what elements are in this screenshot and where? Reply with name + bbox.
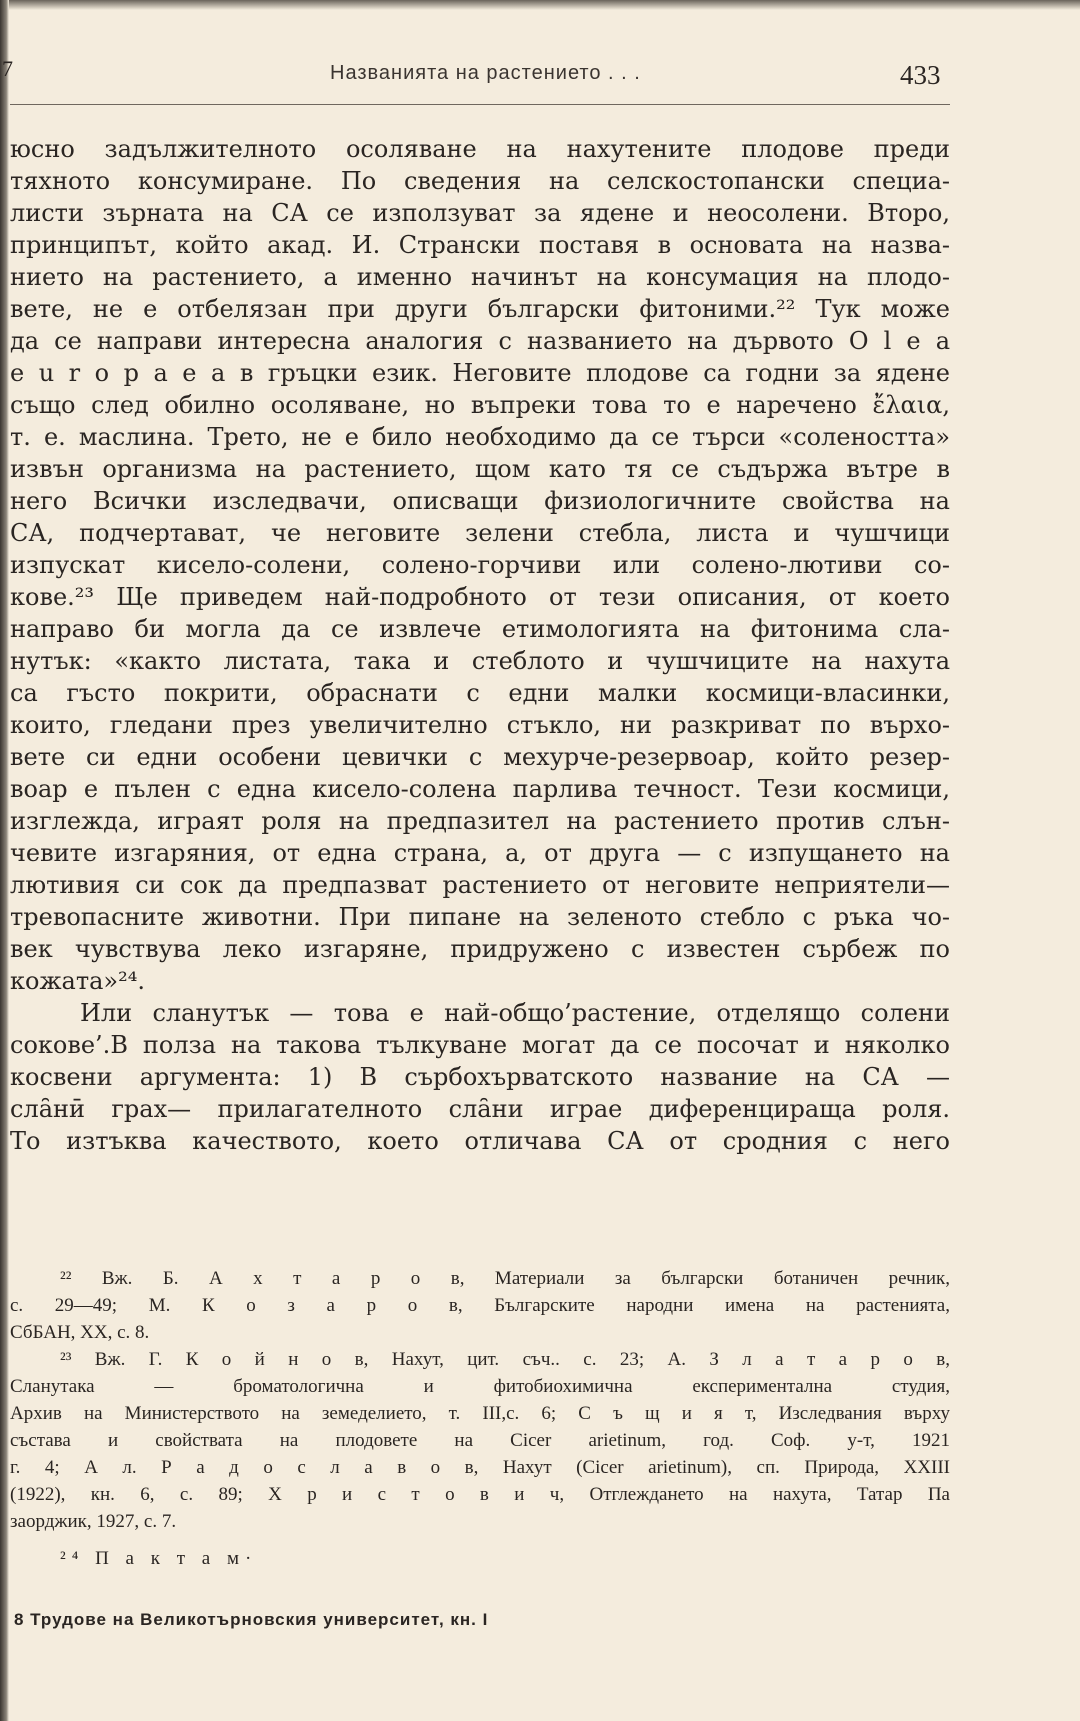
body-line: също след обилно осоляване, но въпреки това то е наречено ἔλαια, <box>10 391 950 419</box>
footnote-line: (1922), кн. 6, с. 89; Х р и с т о в и ч, Отглеждането на нахута, Татар Па <box>10 1484 950 1505</box>
body-line: него Всички изследвачи, описващи физиологичните свойства на <box>10 487 950 515</box>
body-line: чевите изгаряния, от една страна, а, от друга — с изпущането на <box>10 839 950 867</box>
body-line: кове.²³ Ще приведем най-подробното от тези описания, от което <box>10 583 950 611</box>
body-line: косвени аргумента: 1) В сърбохърватското название на СА — <box>10 1063 950 1091</box>
body-line: вете си едни особени цевички с мехурче-резервоар, който резер- <box>10 743 950 771</box>
body-text <box>10 133 950 1157</box>
body-line: воар е пълен с една кисело-солена парлива течност. Тези космици, <box>10 775 950 803</box>
signature-line: 8 Трудове на Великотърновския университет, кн. I <box>14 1610 489 1629</box>
footnote-line: г. 4; А л. Р а д о с л а в о в, Нахут (Cicer arietinum), сп. Природа, XXIII <box>10 1457 950 1478</box>
footnote-line: с. 29—49; М. К о з а р о в, Българските народни имена на растенията, <box>10 1295 950 1316</box>
body-line: тревопасните животни. При пипане на зеленото стебло с ръка чо- <box>10 903 950 931</box>
footnote-line: заорджик, 1927, с. 7. <box>10 1511 177 1532</box>
body-line: юсно задължителното осоляване на нахутените плодове преди <box>10 135 950 163</box>
body-line: листи зърната на СА се използуват за ядене и неосолени. Второ, <box>10 199 950 227</box>
body-line: са гъсто покрити, обраснати с едни малки космици-власинки, <box>10 679 950 707</box>
corner-mark: 7 <box>2 56 13 81</box>
body-line: направо би могла да се извлече етимологията на фитонима сла- <box>10 615 950 643</box>
body-line: век чувствува леко изгаряне, придружено с известен сърбеж по <box>10 935 950 963</box>
body-line: сокове’.В полза на такова тълкуване могат да се посочат и няколко <box>10 1031 950 1059</box>
footnote-line: Сланутака — броматологична и фитобиохимична експериментална студия, <box>10 1376 950 1397</box>
body-line: вете, не е отбелязан при други български фитоними.²² Тук може <box>10 295 950 323</box>
header-rule <box>10 104 950 105</box>
body-line: принципът, който акад. И. Странски поставя в основата на назва- <box>10 231 950 259</box>
body-line: извън организма на растението, щом като тя се съдържа вътре в <box>10 455 950 483</box>
body-line: т. е. маслина. Трето, не е било необходимо да се търси «солеността» <box>10 423 950 451</box>
body-line: Или сланутък — това е най-общо’растение, отделящо солени <box>80 999 950 1027</box>
body-line: които, гледани през увеличително стъкло, ни разкриват по върхо- <box>10 711 950 739</box>
page-top-edge <box>0 0 1080 10</box>
body-line: нутък: «както листата, така и стеблото и чушчиците на нахута <box>10 647 950 675</box>
body-line: кожата»²⁴. <box>10 967 145 995</box>
footnote-gap <box>10 1535 950 1545</box>
body-line: То изтъква качеството, което отличава СА от сродния с него <box>10 1127 950 1155</box>
footnote-line: ²⁴ П а к т а м· <box>60 1548 258 1569</box>
body-line: да се направи интересна аналогия с названието на дървото О l е а <box>10 327 950 355</box>
footnotes <box>10 1265 950 1572</box>
body-line: изглежда, играят роля на предпазител на растението против слън- <box>10 807 950 835</box>
body-line: нието на растението, а именно начинът на консумация на плодо- <box>10 263 950 291</box>
body-line: слȃнӣ грах— прилагателното слȃни играе диференцираща роля. <box>10 1095 950 1123</box>
body-line: лютивия си сок да предпазват растението от неговите неприятели— <box>10 871 950 899</box>
body-line: е u r о р а е а в гръцки език. Неговите плодове са годни за ядене <box>10 359 950 387</box>
page-number: 433 <box>900 60 941 90</box>
footnote-line: СбБАН, XX, с. 8. <box>10 1322 150 1343</box>
body-line: изпускат кисело-солени, солено-горчиви или солено-лютиви со- <box>10 551 950 579</box>
footnote-line: ²³ Вж. Г. К о й н о в, Нахут, цит. съч.. с. 23; А. З л а т а р о в, <box>60 1349 950 1370</box>
body-line: тяхното консумиране. По сведения на селскостопански специа- <box>10 167 950 195</box>
footnote-line: Архив на Министерството на земеделието, т. III,с. 6; С ъ щ и я т, Изследвания върху <box>10 1403 950 1424</box>
page-binding-edge <box>0 0 9 1721</box>
body-line: СА, подчертават, че неговите зелени стебла, листа и чушчици <box>10 519 950 547</box>
running-head: Названията на растението . . . <box>330 62 641 84</box>
footnote-line: ²² Вж. Б. А х т а р о в, Материали за български ботаничен речник, <box>60 1268 950 1289</box>
footnote-line: състава и свойствата на плодовете на Cicer arietinum, год. Соф. у-т, 1921 <box>10 1430 950 1451</box>
